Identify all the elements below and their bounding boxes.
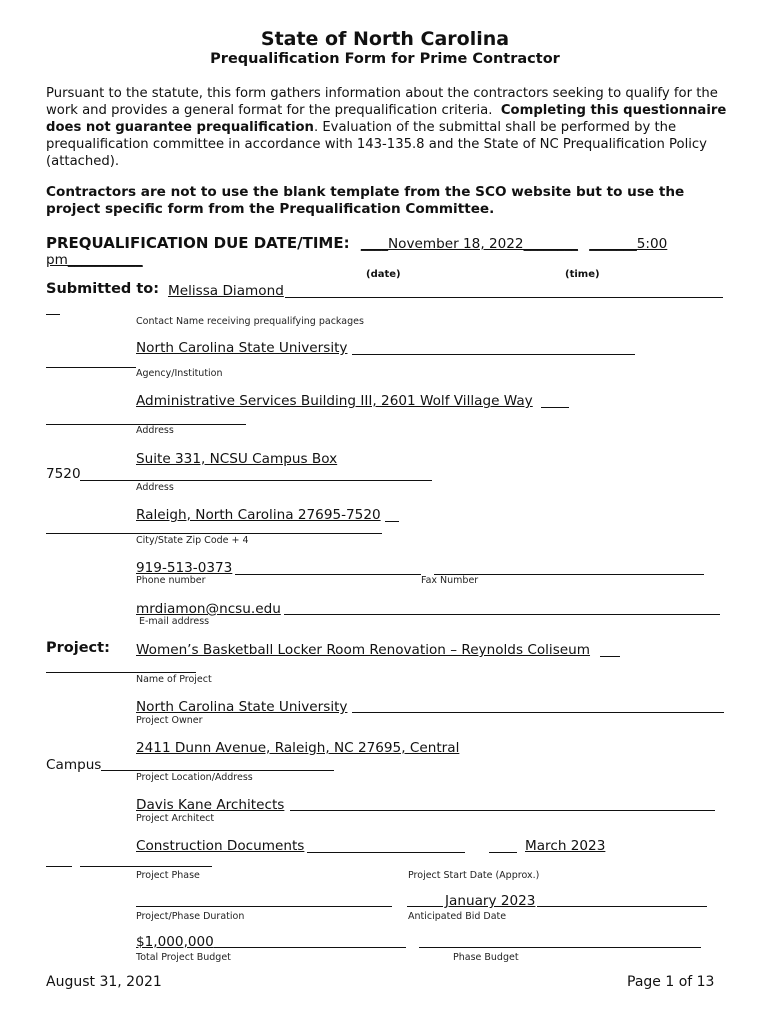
budget-field[interactable]: $1,000,000 — [136, 934, 214, 950]
intro-text-1: Pursuant to the statute, this form gathers information about the contractors seeking to qualify for the work and provides a general format for the prequalification criteria. — [46, 86, 718, 118]
project-location-cont[interactable]: Campus — [46, 757, 102, 773]
address1-caption: Address — [136, 425, 174, 436]
notice-paragraph: Contractors are not to use the blank template from the SCO website but to use the project specific form from the Prequalification Committee. — [46, 184, 685, 217]
footer-date: August 31, 2021 — [46, 974, 162, 990]
duration-caption: Project/Phase Duration — [136, 911, 245, 922]
address2-field[interactable]: Suite 331, NCSU Campus Box — [136, 451, 338, 467]
phone-field[interactable]: 919-513-0373 — [136, 560, 233, 576]
due-date-value[interactable]: ____November 18, 2022________ — [360, 236, 578, 252]
submitted-label: Submitted to: — [46, 281, 160, 297]
agency-caption: Agency/Institution — [136, 368, 223, 379]
project-label: Project: — [46, 640, 110, 656]
project-architect-caption: Project Architect — [136, 813, 215, 824]
bid-date-caption: Anticipated Bid Date — [408, 911, 507, 922]
intro-bold: Completing this questionnaire does not guarantee prequalification — [46, 103, 727, 135]
phone-caption: Phone number — [136, 575, 206, 586]
date-caption: (date) — [366, 269, 401, 280]
project-location-caption: Project Location/Address — [136, 772, 253, 783]
address2-caption: Address — [136, 482, 174, 493]
address1-field[interactable]: Administrative Services Building III, 2601 Wolf Village Way — [136, 393, 533, 409]
project-architect-field[interactable]: Davis Kane Architects — [136, 797, 285, 813]
due-time-value[interactable]: _______5:00 — [589, 236, 668, 252]
city-caption: City/State Zip Code + 4 — [136, 535, 249, 546]
time-caption: (time) — [565, 269, 600, 280]
project-start-caption: Project Start Date (Approx.) — [408, 870, 540, 881]
intro-paragraph — [46, 85, 736, 170]
address2-cont[interactable]: 7520 — [46, 466, 81, 482]
form-title: State of North Carolina — [260, 28, 510, 50]
project-phase-caption: Project Phase — [136, 870, 200, 881]
due-label: PREQUALIFICATION DUE DATE/TIME: — [46, 234, 350, 252]
email-field[interactable]: mrdiamon@ncsu.edu — [136, 601, 281, 617]
budget-caption: Total Project Budget — [136, 952, 231, 963]
agency-field[interactable]: North Carolina State University — [136, 340, 348, 356]
city-field[interactable]: Raleigh, North Carolina 27695-7520 — [136, 507, 381, 523]
phase-budget-caption: Phase Budget — [453, 952, 519, 963]
bid-date-field[interactable]: January 2023 — [445, 893, 536, 909]
project-name-caption: Name of Project — [136, 674, 212, 685]
project-start-field[interactable]: March 2023 — [525, 838, 606, 854]
due-time-cont[interactable]: pm___________ — [46, 252, 143, 268]
project-location-field[interactable]: 2411 Dunn Avenue, Raleigh, NC 27695, Central — [136, 740, 460, 756]
email-caption: E-mail address — [139, 616, 210, 627]
intro-text-2: . Evaluation of the submittal shall be performed by the prequalification committee in accordance with 143-135.8 and the State of NC Prequalification Policy (attached). — [46, 120, 707, 169]
contact-name-caption: Contact Name receiving prequalifying packages — [136, 316, 364, 327]
project-owner-field[interactable]: North Carolina State University — [136, 699, 348, 715]
due-date-row — [46, 234, 667, 252]
fax-caption: Fax Number — [421, 575, 479, 586]
project-phase-field[interactable]: Construction Documents — [136, 838, 305, 854]
project-owner-caption: Project Owner — [136, 715, 203, 726]
project-name-field[interactable]: Women’s Basketball Locker Room Renovation – Reynolds Coliseum — [136, 642, 591, 658]
form-subtitle: Prequalification Form for Prime Contractor — [210, 51, 560, 67]
footer-page-number: Page 1 of 13 — [627, 974, 715, 990]
contact-name-field[interactable]: Melissa Diamond — [168, 283, 284, 299]
